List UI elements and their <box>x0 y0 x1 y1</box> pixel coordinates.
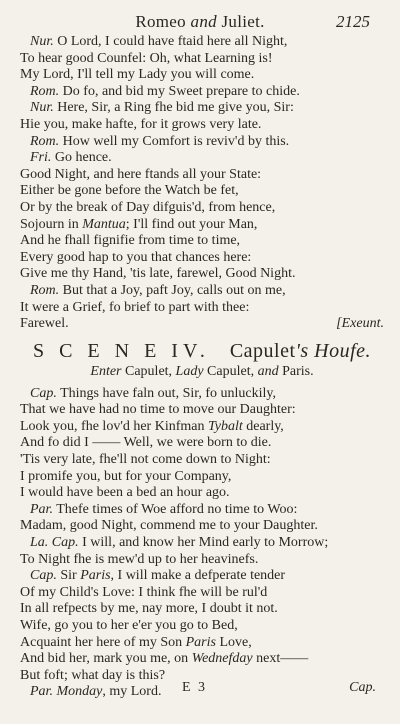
dialogue-text: Wife, go you to her e'er you go to Bed, <box>20 618 238 633</box>
emphasis-text: Mantua <box>82 216 126 232</box>
stage-direction-part: and <box>257 363 279 379</box>
running-title-part: Romeo <box>135 12 191 31</box>
dialogue-text: It were a Grief, fo brief to part with thee: <box>20 299 250 315</box>
dialogue-line <box>20 150 384 167</box>
speaker-name: Rom. <box>30 133 60 149</box>
signature-mark: E 3 <box>182 680 208 695</box>
dialogue-line <box>20 618 384 635</box>
dialogue-line <box>20 67 384 84</box>
scene-number: S C E N E IV. <box>32 339 210 362</box>
dialogue-line <box>20 402 384 419</box>
stage-direction-part: Capulet, <box>121 363 176 379</box>
dialogue-text: O Lord, I could have ftaid here all Night, <box>53 34 288 49</box>
dialogue-line <box>20 552 384 569</box>
dialogue-text: Either be gone before the Watch be fet, <box>20 183 239 199</box>
dialogue-block-scene-iii <box>20 34 384 316</box>
dialogue-text: And fo did I —— Well, we were born to die. <box>20 435 272 451</box>
emphasis-text: Tybalt <box>207 418 243 434</box>
farewel-line <box>20 316 384 333</box>
dialogue-line <box>20 502 384 519</box>
dialogue-line <box>20 51 384 68</box>
dialogue-line <box>20 300 384 317</box>
dialogue-text: Or by the break of Day difguis'd, from hence, <box>20 199 276 215</box>
dialogue-text: dearly, <box>242 418 284 434</box>
dialogue-line <box>20 485 384 502</box>
dialogue-text: , I will make a defperate tender <box>110 568 286 584</box>
dialogue-text: Look you, fhe lov'd her Kinfman <box>20 418 208 434</box>
stage-direction-part: Paris. <box>278 363 314 379</box>
dialogue-text: But that a Joy, paft Joy, calls out on me, <box>59 282 286 298</box>
dialogue-text: Acquaint her here of my Son <box>20 634 186 650</box>
page-footer <box>0 678 400 698</box>
scene-heading <box>20 339 384 363</box>
dialogue-line <box>20 266 384 283</box>
dialogue-line <box>20 134 384 151</box>
dialogue-line <box>20 250 384 267</box>
stage-direction-exeunt: [Exeunt. <box>336 316 384 332</box>
dialogue-text: I will, and know her Mind early to Morrow; <box>78 535 329 551</box>
dialogue-line <box>20 183 384 200</box>
speaker-name: Cap. <box>30 385 57 401</box>
dialogue-text: Farewel. <box>20 316 69 332</box>
dialogue-text: Madam, good Night, commend me to your Daughter. <box>20 518 318 534</box>
speaker-name: Nur. <box>30 100 54 116</box>
stage-direction-part: Lady <box>175 363 204 379</box>
emphasis-text: Paris <box>80 568 111 584</box>
running-title-part: and <box>190 12 217 31</box>
dialogue-text: Here, Sir, a Ring fhe bid me give you, Sir: <box>53 100 294 116</box>
dialogue-line <box>20 200 384 217</box>
dialogue-line <box>20 233 384 250</box>
scene-location <box>230 340 371 362</box>
dialogue-text: Go hence. <box>51 150 112 166</box>
dialogue-text: To hear good Counfel: Oh, what Learning is! <box>20 50 273 66</box>
dialogue-text: To Night fhe is mew'd up to her heavinefs. <box>20 551 259 567</box>
page-number: 2125 <box>336 12 370 31</box>
scene-location-part: 's <box>295 339 309 362</box>
dialogue-line <box>20 386 384 403</box>
speaker-name: Rom. <box>30 282 60 298</box>
dialogue-text: 'Tis very late, fhe'll not come down to Night: <box>20 452 271 468</box>
speaker-name: Fri. <box>30 150 52 166</box>
scene-location-part: Houfe. <box>314 339 372 362</box>
running-title-part: Juliet. <box>216 12 265 31</box>
emphasis-text: Wednefday <box>191 651 253 667</box>
dialogue-text: Give me thy Hand, 'tis late, farewel, Good Night. <box>20 266 296 282</box>
speaker-name: La. Cap. <box>30 535 79 551</box>
dialogue-text: And he fhall fignifie from time to time, <box>20 233 241 249</box>
catchword: Cap. <box>349 680 376 695</box>
dialogue-line <box>20 601 384 618</box>
dialogue-text: Sir <box>56 568 81 584</box>
dialogue-text: ; I'll find out your Man, <box>125 216 258 232</box>
dialogue-text: , my Lord. <box>102 684 162 700</box>
speaker-name: Rom. <box>30 83 60 99</box>
dialogue-line <box>20 469 384 486</box>
speaker-name: Par. <box>30 501 53 517</box>
speaker-name: Par. <box>30 684 53 700</box>
dialogue-line <box>20 535 384 552</box>
scene-location-part: Capulet <box>229 339 296 362</box>
speaker-name: Cap. <box>30 568 57 584</box>
play-text <box>20 34 384 701</box>
dialogue-text: Good Night, and here ftands all your State: <box>20 166 262 182</box>
dialogue-text: My Lord, I'll tell my Lady you will come. <box>20 67 255 83</box>
dialogue-line <box>20 100 384 117</box>
dialogue-text: I would have been a bed an hour ago. <box>20 485 230 501</box>
dialogue-text: Of my Child's Love: I think fhe will be rul'd <box>20 584 268 600</box>
dialogue-text: I promife you, but for your Company, <box>20 468 232 484</box>
dialogue-line <box>20 568 384 585</box>
emphasis-text: Monday <box>52 684 103 700</box>
dialogue-text: In all refpects by me, nay more, I doubt it not. <box>20 601 278 617</box>
dialogue-line <box>20 518 384 535</box>
dialogue-line <box>20 34 384 51</box>
stage-direction-enter <box>20 363 384 381</box>
dialogue-text: And bid her, mark you me, on <box>20 651 192 667</box>
dialogue-line <box>20 419 384 436</box>
stage-direction-part: Enter <box>90 363 122 379</box>
dialogue-text: Do fo, and bid my Sweet prepare to chide. <box>59 83 300 99</box>
dialogue-line <box>20 84 384 101</box>
dialogue-line <box>20 585 384 602</box>
dialogue-line <box>20 651 384 668</box>
dialogue-text: Every good hap to you that chances here: <box>20 249 252 265</box>
dialogue-text: Hie you, make hafte, for it grows very late. <box>20 116 262 132</box>
dialogue-line <box>20 167 384 184</box>
speaker-name: Nur. <box>30 34 54 49</box>
dialogue-line <box>20 217 384 234</box>
dialogue-text: That we have had no time to move our Daughter: <box>20 402 296 418</box>
dialogue-line <box>20 117 384 134</box>
dialogue-text: Thefe times of Woe afford no time to Woo: <box>52 501 298 517</box>
stage-direction-part: Capulet, <box>203 363 258 379</box>
dialogue-text: But foft; what day is this? <box>20 667 166 683</box>
dialogue-text: Love, <box>215 634 252 650</box>
dialogue-line <box>20 283 384 300</box>
dialogue-text: next—— <box>252 651 309 667</box>
dialogue-text: Sojourn in <box>20 216 83 232</box>
dialogue-block-scene-iv <box>20 386 384 701</box>
running-head <box>0 8 400 34</box>
dialogue-text: How well my Comfort is reviv'd by this. <box>59 133 290 149</box>
dialogue-line <box>20 635 384 652</box>
dialogue-line <box>20 435 384 452</box>
emphasis-text: Paris <box>185 634 216 650</box>
dialogue-line <box>20 452 384 469</box>
dialogue-text: Things have faln out, Sir, fo unluckily, <box>56 385 276 401</box>
